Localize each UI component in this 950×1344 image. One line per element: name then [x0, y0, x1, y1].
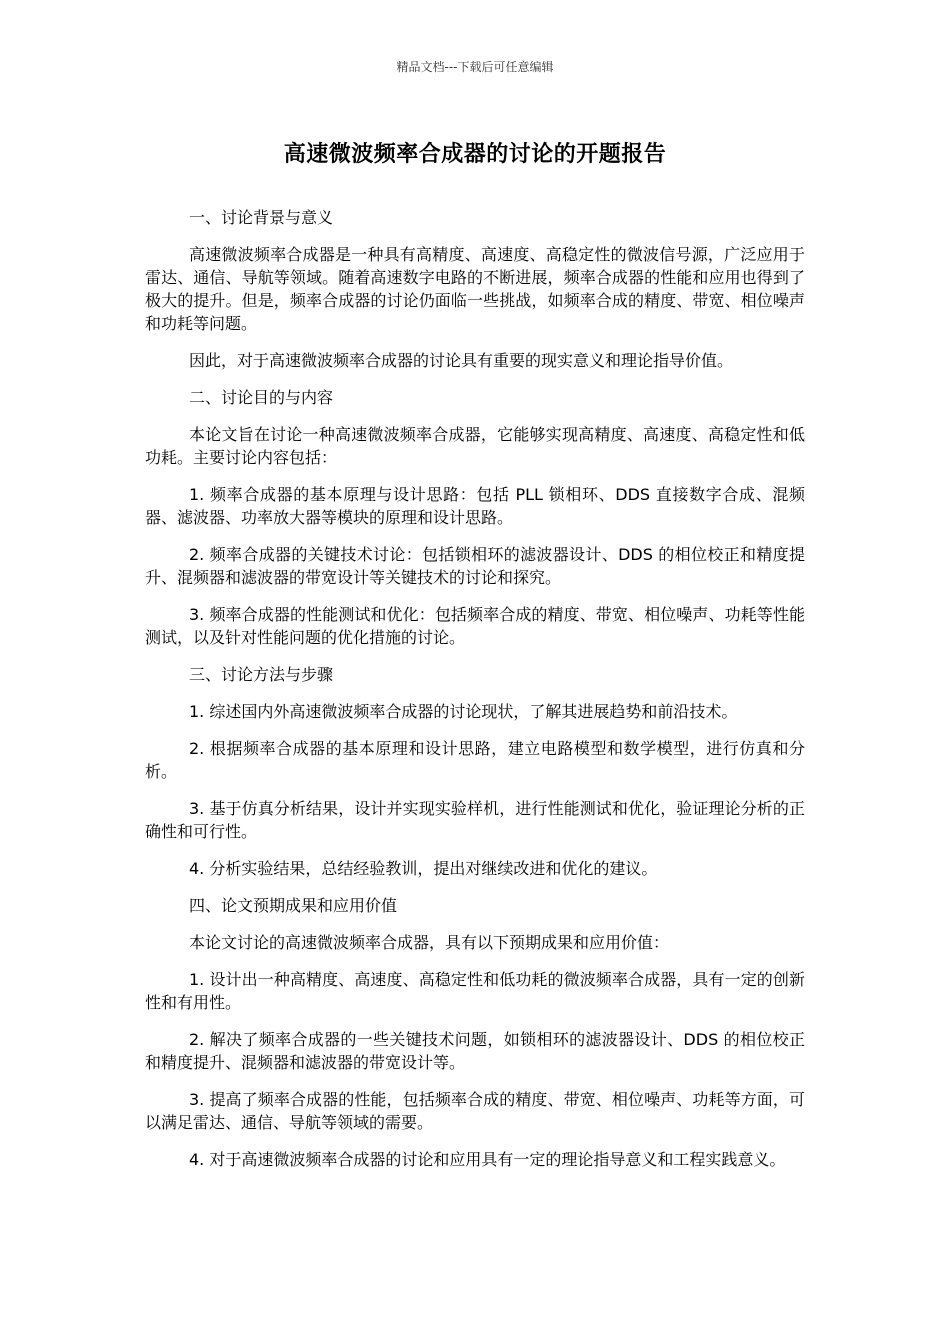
list-item: 1. 频率合成器的基本原理与设计思路：包括 PLL 锁相环、DDS 直接数字合成、混频器、滤波器、功率放大器等模块的原理和设计思路。: [145, 485, 805, 527]
list-item: 3. 基于仿真分析结果，设计并实现实验样机，进行性能测试和优化，验证理论分析的正确性和可行性。: [145, 799, 805, 841]
paragraph: 本论文旨在讨论一种高速微波频率合成器，它能够实现高精度、高速度、高稳定性和低功耗。主要讨论内容包括：: [145, 425, 805, 467]
list-item: 3. 提高了频率合成器的性能，包括频率合成的精度、带宽、相位噪声、功耗等方面，可以满足雷达、通信、导航等领域的需要。: [145, 1090, 805, 1132]
list-item: 4. 对于高速微波频率合成器的讨论和应用具有一定的理论指导意义和工程实践意义。: [189, 1150, 786, 1169]
section-heading: 一、讨论背景与意义: [189, 208, 334, 227]
section-heading: 四、论文预期成果和应用价值: [189, 896, 398, 915]
list-item: 2. 频率合成器的关键技术讨论：包括锁相环的滤波器设计、DDS 的相位校正和精度提升、混频器和滤波器的带宽设计等关键技术的讨论和探究。: [145, 545, 805, 587]
document-title: 高速微波频率合成器的讨论的开题报告: [283, 142, 667, 167]
section-heading: 三、讨论方法与步骤: [189, 665, 334, 684]
page-header: 精品文档---下载后可任意编辑: [396, 60, 554, 74]
list-item: 4. 分析实验结果，总结经验教训，提出对继续改进和优化的建议。: [189, 859, 658, 878]
document-body: [145, 206, 805, 1185]
paragraph: 高速微波频率合成器是一种具有高精度、高速度、高稳定性的微波信号源，广泛应用于雷达、通信、导航等领域。随着高速数字电路的不断进展，频率合成器的性能和应用也得到了极大的提升。但是，频率合成器的讨论仍面临一些挑战，如频率合成的精度、带宽、相位噪声和功耗等问题。: [145, 245, 805, 333]
list-item: 2. 解决了频率合成器的一些关键技术问题，如锁相环的滤波器设计、DDS 的相位校正和精度提升、混频器和滤波器的带宽设计等。: [145, 1030, 805, 1072]
paragraph: 因此，对于高速微波频率合成器的讨论具有重要的现实意义和理论指导价值。: [189, 351, 734, 370]
list-item: 1. 综述国内外高速微波频率合成器的讨论现状，了解其进展趋势和前沿技术。: [189, 702, 738, 721]
section-heading: 二、讨论目的与内容: [189, 388, 334, 407]
list-item: 3. 频率合成器的性能测试和优化：包括频率合成的精度、带宽、相位噪声、功耗等性能测试，以及针对性能问题的优化措施的讨论。: [145, 605, 805, 647]
paragraph: 本论文讨论的高速微波频率合成器，具有以下预期成果和应用价值：: [189, 933, 670, 952]
list-item: 1. 设计出一种高精度、高速度、高稳定性和低功耗的微波频率合成器，具有一定的创新性和有用性。: [145, 970, 805, 1012]
list-item: 2. 根据频率合成器的基本原理和设计思路，建立电路模型和数学模型，进行仿真和分析。: [145, 739, 805, 781]
